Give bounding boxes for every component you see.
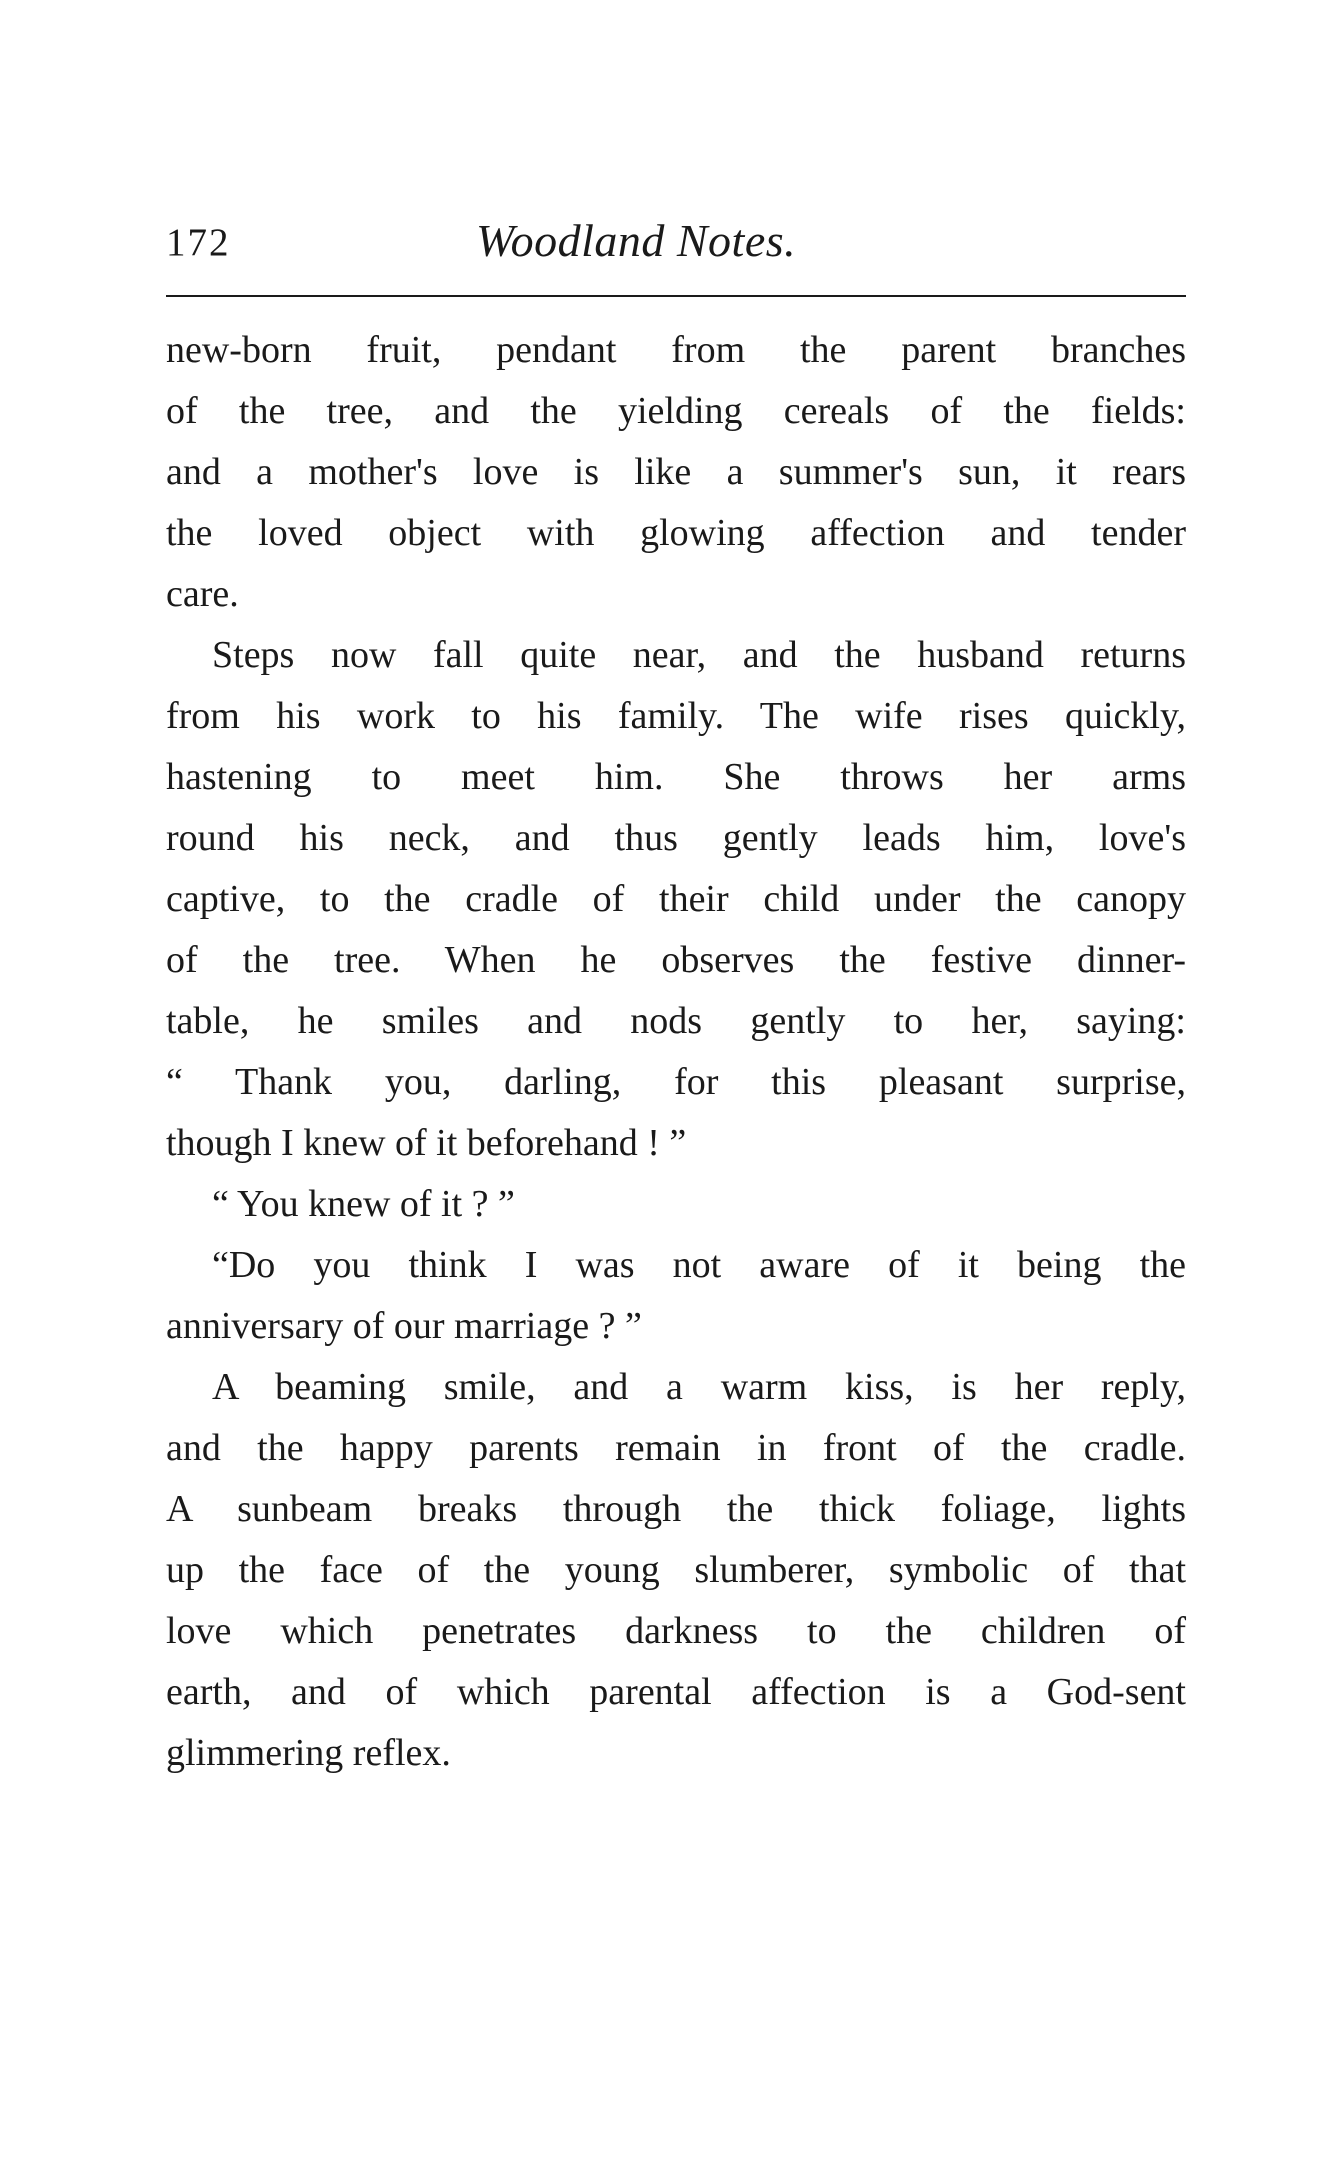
text-line: earth, and of which parental affection is a God-sent (166, 1671, 1186, 1713)
text-line: table, he smiles and nods gently to her, saying: (166, 1000, 1186, 1042)
running-title: Woodland Notes. (476, 215, 797, 266)
paragraph (166, 1357, 1186, 1784)
text-line: anniversary of our marriage ? ” (166, 1305, 642, 1347)
paragraph (166, 320, 1186, 625)
text-line: of the tree. When he observes the festive dinner- (166, 939, 1186, 981)
paragraph (166, 1235, 1186, 1357)
text-line: Steps now fall quite near, and the husband returns (212, 634, 1186, 676)
text-line: captive, to the cradle of their child under the canopy (166, 878, 1186, 920)
text-line: the loved object with glowing affection and tender (166, 512, 1186, 554)
running-head (166, 214, 1186, 278)
text-line: and a mother's love is like a summer's sun, it rears (166, 451, 1186, 493)
text-line: hastening to meet him. She throws her arms (166, 756, 1186, 798)
text-line: love which penetrates darkness to the children of (166, 1610, 1186, 1652)
text-line: care. (166, 573, 239, 615)
text-line: up the face of the young slumberer, symbolic of that (166, 1549, 1186, 1591)
text-line: from his work to his family. The wife rises quickly, (166, 695, 1186, 737)
text-line: A beaming smile, and a warm kiss, is her reply, (212, 1366, 1186, 1408)
text-line: “ Thank you, darling, for this pleasant surprise, (166, 1061, 1186, 1103)
page-number: 172 (166, 221, 231, 264)
text-line: “ You knew of it ? ” (212, 1183, 515, 1225)
text-line: and the happy parents remain in front of the cradle. (166, 1427, 1186, 1469)
header-rule (166, 295, 1186, 297)
body-text (166, 320, 1186, 1784)
text-line: of the tree, and the yielding cereals of the fields: (166, 390, 1186, 432)
text-line: new-born fruit, pendant from the parent branches (166, 329, 1186, 371)
paragraph (166, 1174, 1186, 1235)
text-line: A sunbeam breaks through the thick foliage, lights (166, 1488, 1186, 1530)
text-line: round his neck, and thus gently leads him, love's (166, 817, 1186, 859)
paragraph (166, 625, 1186, 1174)
text-line: though I knew of it beforehand ! ” (166, 1122, 687, 1164)
text-line: glimmering reflex. (166, 1732, 451, 1774)
text-line: “Do you think I was not aware of it being the (212, 1244, 1186, 1286)
